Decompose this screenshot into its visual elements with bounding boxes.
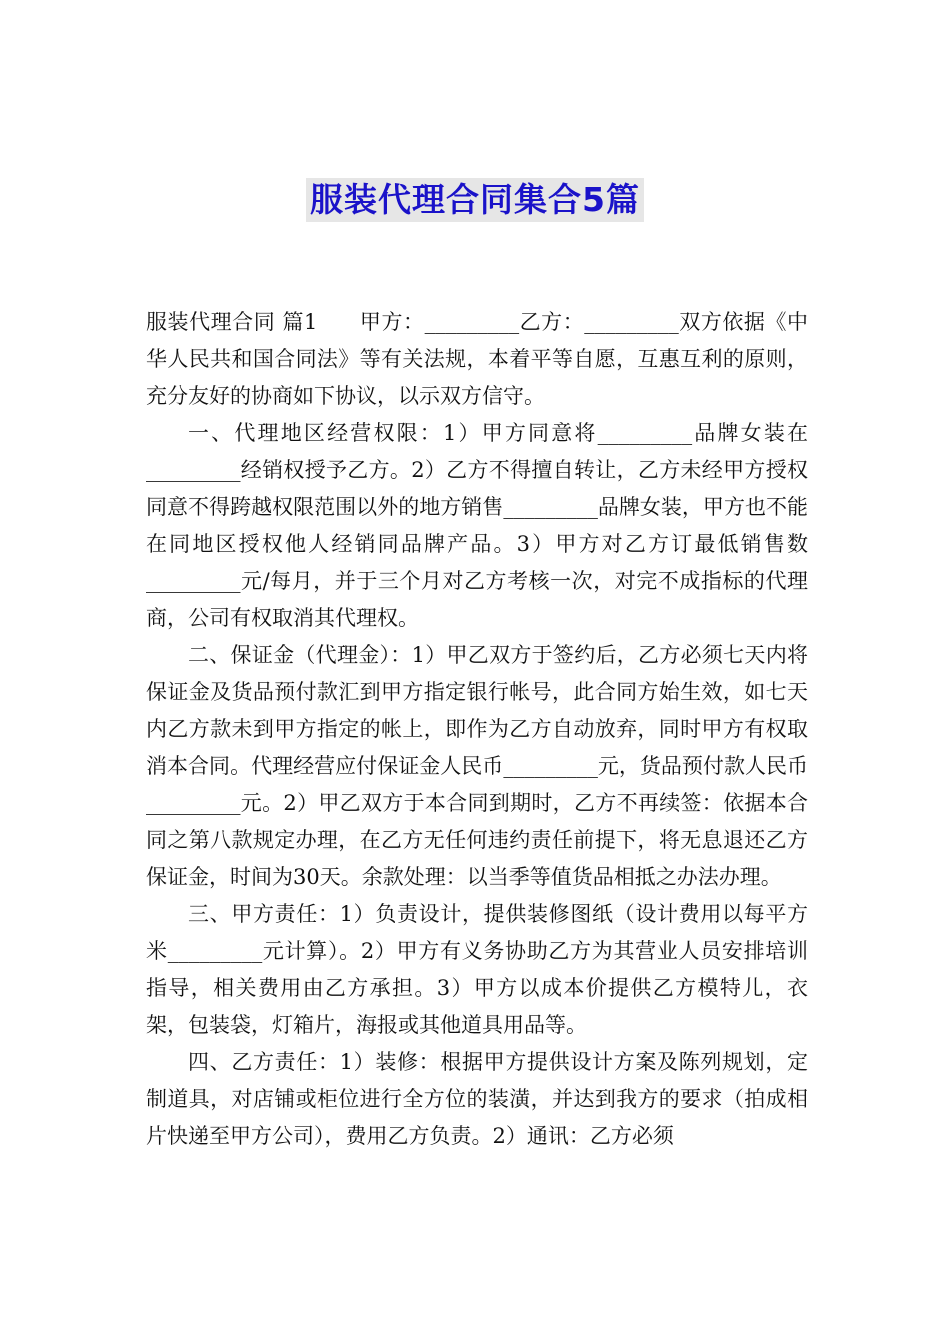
section-heading: 服装代理合同 篇1 [146,310,318,334]
document-body [146,304,808,1155]
paragraph-party-b-duties: 四、乙方责任：1）装修：根据甲方提供设计方案及陈列规划，定制道具，对店铺或柜位进行全方位的装潢，并达到我方的要求（拍成相片快递至甲方公司），费用乙方负责。2）通讯：乙方必须 [146,1050,808,1148]
paragraph-agency-region: 一、代理地区经营权限：1）甲方同意将_________品牌女装在_________经销权授予乙方。2）乙方不得擅自转让，乙方未经甲方授权同意不得跨越权限范围以外的地方销售_________品牌女装，甲方也不能在同地区授权他人经销同品牌产品。3）甲方对乙方订最低销售数_________元/每月，并于三个月对乙方考核一次，对完不成指标的代理商，公司有权取消其代理权。 [146,421,808,630]
paragraph-deposit: 二、保证金（代理金）：1）甲乙双方于签约后，乙方必须七天内将保证金及货品预付款汇到甲方指定银行帐号，此合同方始生效，如七天内乙方款未到甲方指定的帐上，即作为乙方自动放弃，同时甲方有权取消本合同。代理经营应付保证金人民币_________元，货品预付款人民币_________元。2）甲乙双方于本合同到期时，乙方不再续签：依据本合同之第八款规定办理，在乙方无任何违约责任前提下，将无息退还乙方保证金，时间为30天。余款处理：以当季等值货品相抵之办法办理。 [146,643,808,889]
paragraph-party-a-duties: 三、甲方责任：1）负责设计，提供装修图纸（设计费用以每平方米_________元计算）。2）甲方有义务协助乙方为其营业人员安排培训指导，相关费用由乙方承担。3）甲方以成本价提供乙方模特儿，衣架，包装袋，灯箱片，海报或其他道具用品等。 [146,902,808,1037]
document-title: 服装代理合同集合5篇 [306,178,644,222]
intro-text: 甲方：_________乙方：_________双方依据《中华人民共和国合同法》等有关法规，本着平等自愿，互惠互利的原则，充分友好的协商如下协议，以示双方信守。 [146,310,808,408]
paragraph-intro [146,304,808,415]
title-container [0,178,950,222]
